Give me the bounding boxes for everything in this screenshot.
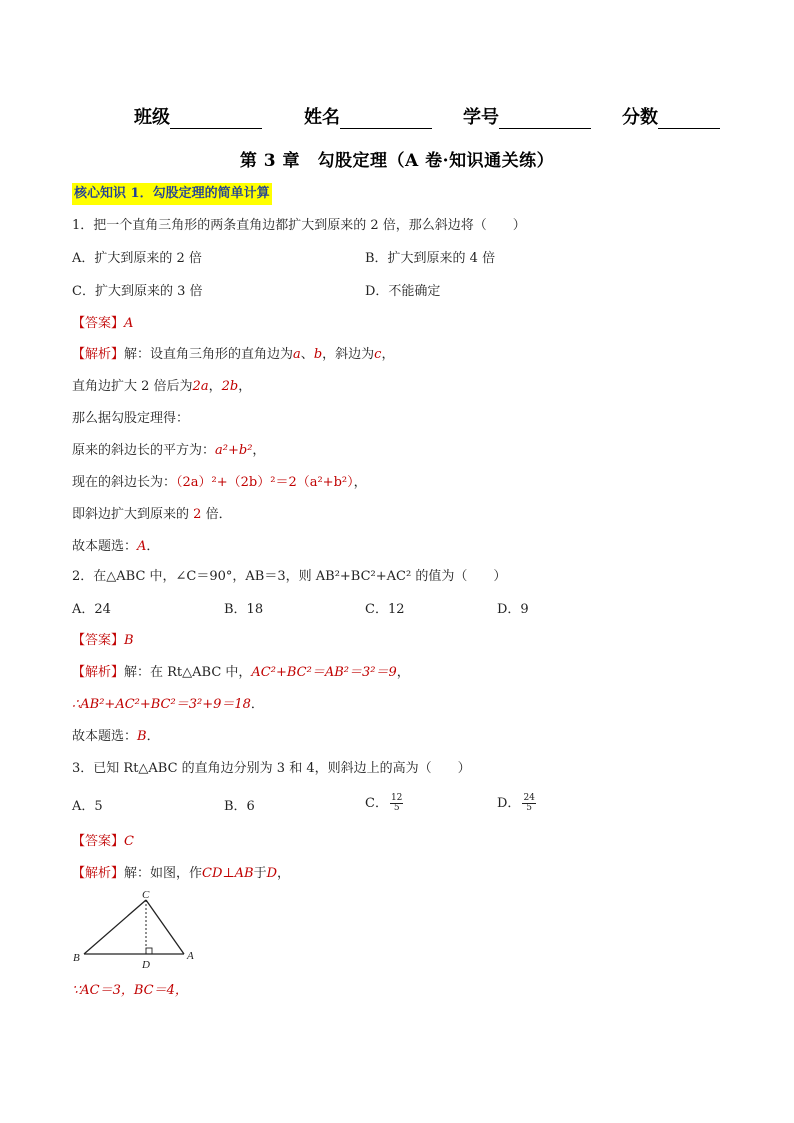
q1-line4-expr: a²+b²	[215, 443, 253, 458]
section-heading: 核心知识 1．勾股定理的简单计算	[72, 183, 272, 205]
q3-given-line	[72, 982, 188, 1000]
q1-analysis-line5	[72, 474, 367, 492]
q3-analysis-line1	[72, 865, 290, 883]
analysis-tag: 【解析】	[72, 866, 125, 881]
fraction-denominator: 5	[393, 803, 400, 813]
q2-analysis-line2	[72, 696, 264, 714]
fraction-denominator: 5	[526, 803, 533, 813]
q1-analysis-text: 解：设直角三角形的直角边为	[124, 347, 294, 362]
class-label: 班级	[134, 107, 170, 128]
answer-tag: 【答案】	[72, 633, 125, 648]
q1-choose	[72, 538, 159, 556]
score-field	[622, 103, 720, 129]
q1-line6-text: 即斜边扩大到原来的	[72, 507, 190, 522]
q2-option-c: C．12	[365, 602, 405, 617]
punct: ，	[238, 379, 252, 394]
sep: 、	[300, 347, 314, 362]
q3-answer	[72, 833, 134, 851]
punct: ．	[146, 729, 160, 744]
q1-analysis-line1	[72, 346, 394, 364]
label-a: A	[187, 950, 194, 962]
name-blank[interactable]	[340, 108, 432, 129]
q3-option-a: A．5	[72, 799, 103, 814]
choose-value: B	[137, 729, 147, 744]
q1-answer	[72, 315, 133, 333]
punct: ，	[396, 665, 410, 680]
id-field	[463, 103, 591, 129]
q2-option-b: B．18	[224, 602, 264, 617]
id-blank[interactable]	[499, 108, 591, 129]
choose-text: 故本题选：	[72, 729, 138, 744]
answer-tag: 【答案】	[72, 316, 125, 331]
q2-analysis-expr: AC²+BC²＝AB²＝3²＝9	[251, 665, 397, 680]
name-field	[304, 103, 432, 129]
q3-option-b: B．6	[224, 799, 255, 814]
triangle-figure	[70, 888, 210, 974]
q3-analysis-expr: CD⊥AB	[202, 866, 254, 881]
q2-analysis-text: 解：在 Rt△ABC 中，	[124, 665, 252, 680]
q1-option-d: D．不能确定	[365, 284, 441, 299]
analysis-tag: 【解析】	[72, 665, 125, 680]
q1-hyp-text: ，斜边为	[322, 347, 375, 362]
var-b: b	[313, 347, 323, 362]
q3-option-c	[365, 794, 403, 813]
class-blank[interactable]	[170, 108, 262, 129]
q2-analysis-line1	[72, 664, 410, 682]
q1-analysis-line6	[72, 506, 232, 524]
sep: ，	[208, 379, 222, 394]
q1-option-a: A．扩大到原来的 2 倍	[72, 251, 202, 266]
q3-analysis-point: D	[266, 866, 278, 881]
q3-answer-value: C	[124, 834, 134, 849]
q1-answer-value: A	[124, 316, 134, 331]
label-d: D	[142, 959, 150, 971]
choose-value: A	[137, 539, 147, 554]
q3-option-d-prefix: D．	[497, 796, 521, 811]
q1-line4-text: 原来的斜边长的平方为：	[72, 443, 216, 458]
q3-option-c-fraction	[390, 794, 403, 813]
class-field	[134, 103, 262, 129]
q1-line5-text: 现在的斜边长为：	[72, 475, 177, 490]
id-label: 学号	[463, 107, 499, 128]
q1-stem: 1．把一个直角三角形的两条直角边都扩大到原来的 2 倍，那么斜边将（ ）	[72, 218, 526, 233]
answer-tag: 【答案】	[72, 834, 125, 849]
q2-answer	[72, 632, 134, 650]
q1-line6-val: 2	[193, 507, 202, 522]
q1-analysis-line2	[72, 378, 251, 396]
q2-stem: 2．在△ABC 中，∠C＝90°，AB＝3，则 AB²+BC²+AC² 的值为（ ）	[72, 569, 507, 584]
label-c: C	[142, 889, 150, 901]
q1-analysis-line3: 那么据勾股定理得：	[72, 411, 190, 426]
q1-line5-expr: （2a）²+（2b）²＝2（a²+b²）	[176, 475, 354, 490]
q3-given-expr: ∵AC＝3，BC＝4，	[72, 983, 188, 998]
fraction-numerator: 12	[390, 793, 403, 803]
label-b: B	[73, 952, 80, 964]
analysis-tag: 【解析】	[72, 347, 125, 362]
q1-line6-end: 倍．	[205, 507, 232, 522]
q3-analysis-text: 解：如图，作	[124, 866, 203, 881]
var-2a: 2a	[192, 379, 209, 394]
var-2b: 2b	[221, 379, 239, 394]
side-ca	[146, 900, 184, 954]
q3-option-c-prefix: C．	[365, 796, 388, 811]
q3-analysis-mid: 于	[253, 866, 267, 881]
q2-answer-value: B	[124, 633, 134, 648]
q2-option-a: A．24	[72, 602, 111, 617]
q3-stem: 3．已知 Rt△ABC 的直角边分别为 3 和 4，则斜边上的高为（ ）	[72, 761, 471, 776]
score-label: 分数	[622, 107, 658, 128]
side-bc	[84, 900, 146, 954]
q1-option-b: B．扩大到原来的 4 倍	[365, 251, 496, 266]
fraction-numerator: 24	[523, 793, 535, 803]
punct: ．	[146, 539, 160, 554]
punct: ，	[277, 866, 291, 881]
choose-text: 故本题选：	[72, 539, 138, 554]
q2-choose	[72, 728, 160, 746]
punct: ，	[252, 443, 266, 458]
q3-option-d-fraction	[522, 794, 535, 813]
right-angle-mark	[146, 948, 152, 954]
q1-line2-text: 直角边扩大 2 倍后为	[72, 379, 193, 394]
q2-line2-expr: ∴AB²+AC²+BC²＝3²+9＝18	[72, 697, 251, 712]
name-label: 姓名	[304, 107, 340, 128]
q1-option-c: C．扩大到原来的 3 倍	[72, 284, 203, 299]
score-blank[interactable]	[658, 108, 720, 129]
page-title: 第 3 章 勾股定理（A 卷·知识通关练）	[239, 151, 555, 171]
q3-option-d	[497, 794, 536, 813]
punct: ，	[353, 475, 367, 490]
punct: ．	[250, 697, 264, 712]
var-c: c	[374, 347, 382, 362]
punct: ，	[381, 347, 395, 362]
var-a: a	[293, 347, 301, 362]
q1-analysis-line4	[72, 442, 265, 460]
q2-option-d: D．9	[497, 602, 529, 617]
